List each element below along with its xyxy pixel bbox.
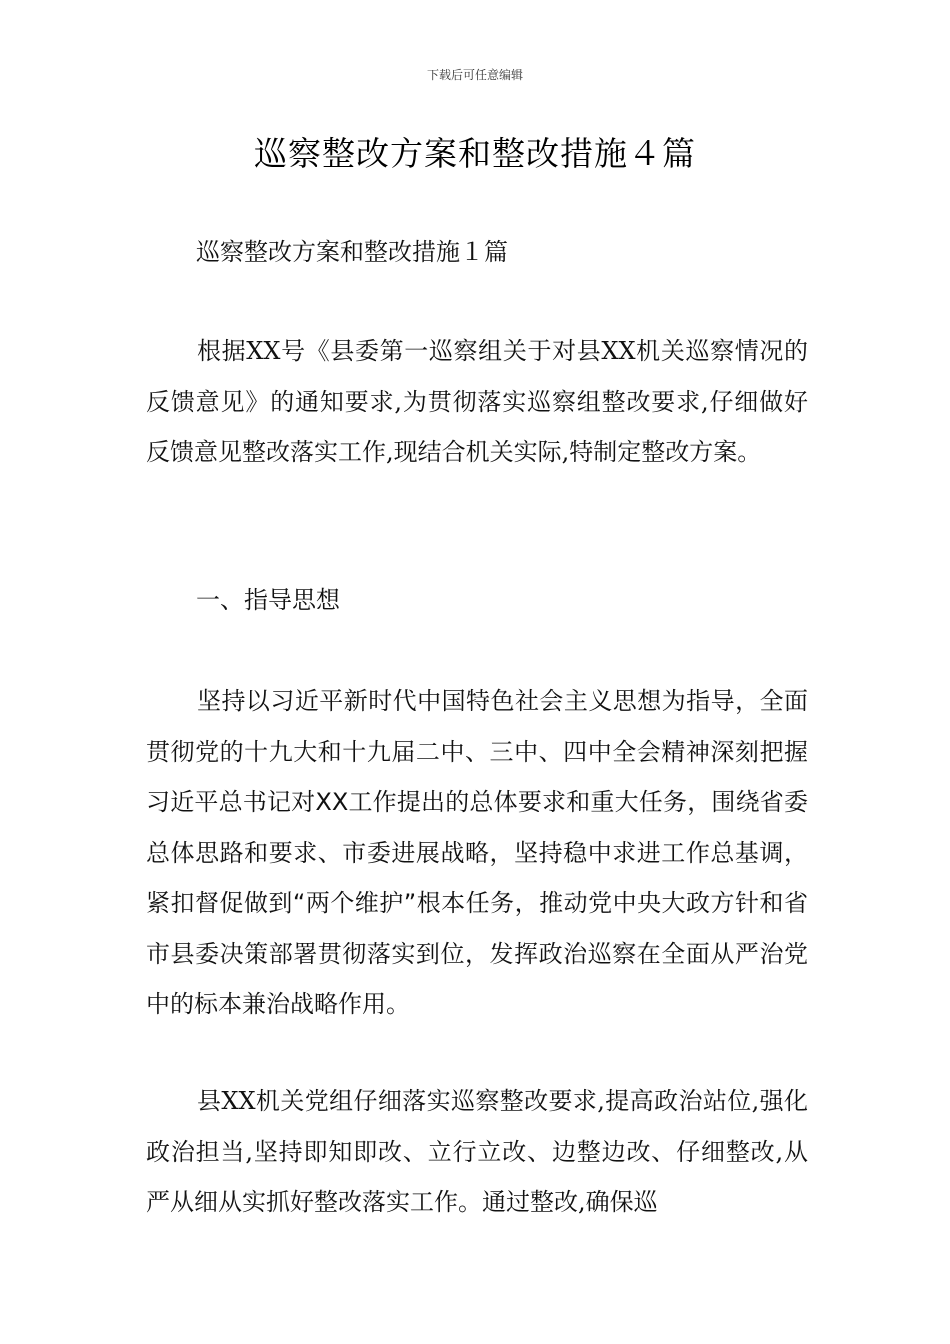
section-heading-guiding-ideology: 一、指导思想 (196, 586, 340, 614)
rectification-paragraph: 县XX机关党组仔细落实巡察整改要求,提高政治站位,强化政治担当,坚持即知即改、立行立改、边整边改、仔细整改,从严从细从实抓好整改落实工作。通过整改,确保巡 (146, 1087, 808, 1216)
document-subtitle: 巡察整改方案和整改措施１篇 (196, 238, 508, 266)
intro-paragraph: 根据XX号《县委第一巡察组关于对县XX机关巡察情况的反馈意见》的通知要求,为贯彻落实巡察组整改要求,仔细做好反馈意见整改落实工作,现结合机关实际,特制定整改方案。 (146, 337, 808, 466)
header-note: 下载后可任意编辑 (426, 68, 523, 82)
document-title: 巡察整改方案和整改措施４篇 (254, 134, 696, 173)
guiding-ideology-paragraph: 坚持以习近平新时代中国特色社会主义思想为指导，全面贯彻党的十九大和十九届二中、三中、四中全会精神深刻把握习近平总书记对XX工作提出的总体要求和重大任务，围绕省委总体思路和要求、市委进展战略，坚持稳中求进工作总基调，紧扣督促做到“两个维护”根本任务，推动党中央大政方针和省市县委决策部署贯彻落实到位，发挥政治巡察在全面从严治党中的标本兼治战略作用。 (146, 687, 808, 1018)
